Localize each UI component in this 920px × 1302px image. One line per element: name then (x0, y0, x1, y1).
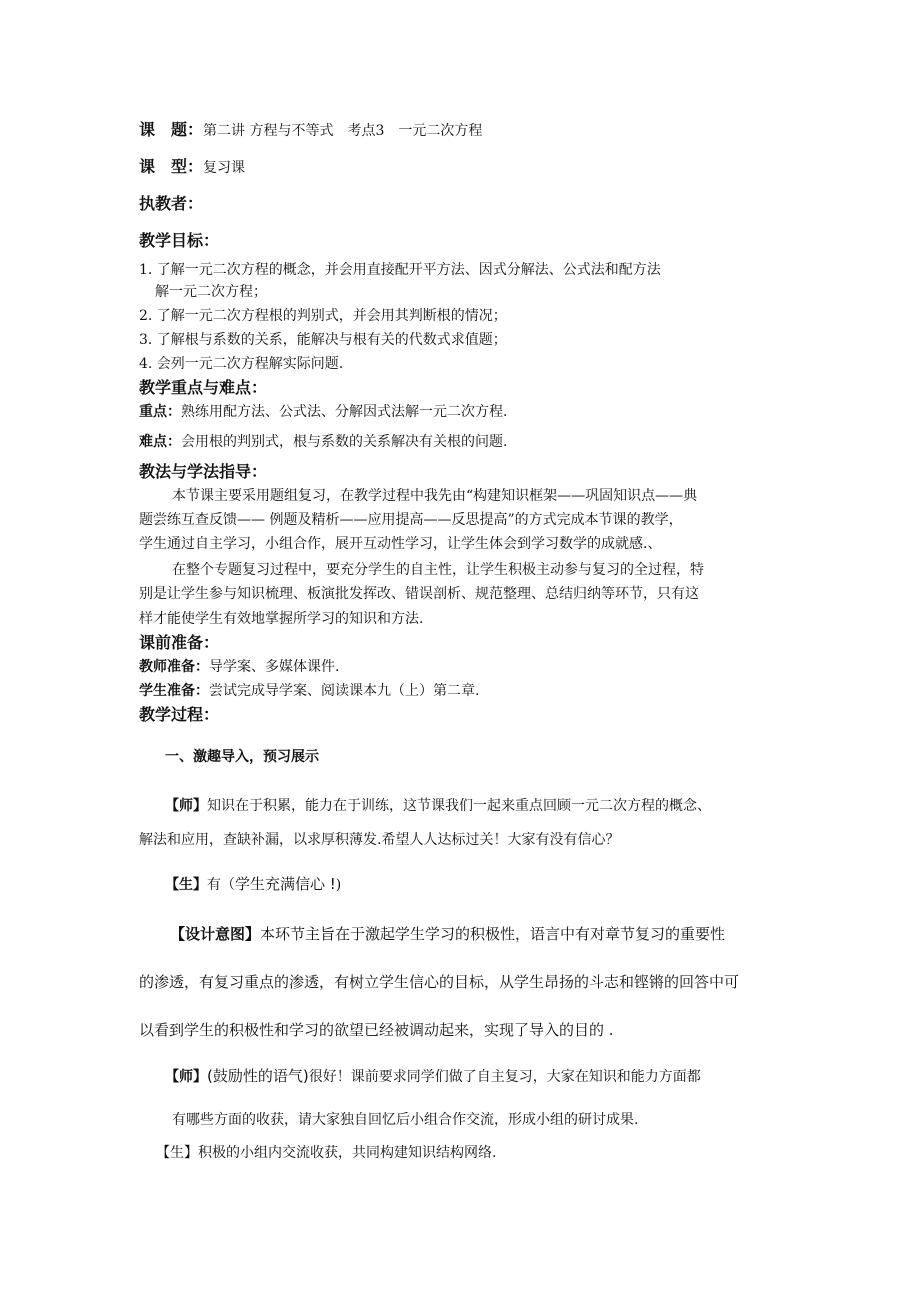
teacher-text-cont: 解法和应用，查缺补漏，以求厚积薄发.希望人人达标过关！大家有没有信心？ (139, 832, 620, 848)
teacher-text-cont: 有哪些方面的收获，请大家独自回忆后小组合作交流，形成小组的研讨成果. (172, 1112, 639, 1128)
goal-item: 4. 会列一元二次方程解实际问题. (139, 356, 344, 372)
methods-line: 样才能使学生有效地掌握所学习的知识和方法. (139, 611, 424, 627)
teacher-line (165, 797, 711, 815)
student-note: 学生充满信心 ! (235, 875, 336, 893)
student-line (156, 1144, 496, 1162)
teacher-tone: (鼓励性的语气) (207, 1067, 309, 1085)
type-line (139, 158, 245, 177)
student-prep-line (139, 682, 479, 700)
type-value: 复习课 (203, 160, 246, 176)
design-tag: 【设计意图】 (170, 925, 261, 943)
goal-item: 2. 了解一元二次方程根的判别式，并会用其判断根的情况； (139, 308, 507, 324)
teacher-tag: 【师】 (165, 798, 207, 814)
section-heading: 一、激趣导入，预习展示 (165, 749, 319, 765)
teacher-prep-text: 导学案、多媒体课件. (209, 659, 340, 675)
prep-title: 课前准备： (139, 633, 220, 652)
topic-line (139, 121, 482, 140)
methods-line: 学生通过自主学习，小组合作，展开互动性学习，让学生体会到学习数学的成就感.、 (139, 536, 662, 552)
student-tag: 【生】 (156, 1145, 198, 1161)
student-text: 有（ (207, 877, 235, 893)
methods-line: 别是让学生参与知识梳理、板演批发挥改、错误剖析、规范整理、总结归纳等环节，只有这 (139, 586, 699, 602)
student-text: 积极的小组内交流收获，共同构建知识结构网络. (198, 1145, 497, 1161)
type-label: 课 型： (139, 157, 204, 176)
design-text: 本环节主旨在于激起学生学习的积极性，语言中有对章节复习的重要性 (260, 925, 726, 943)
goals-title: 教学目标： (139, 231, 220, 250)
process-title: 教学过程： (139, 705, 220, 724)
goal-item: 1. 了解一元二次方程的概念，并会用直接配开平方法、因式分解法、公式法和配方法 (139, 262, 661, 278)
student-tag: 【生】 (165, 877, 207, 893)
difficult-line (139, 433, 507, 451)
methods-title: 教法与学法指导： (139, 462, 268, 481)
design-text-cont: 以看到学生的积极性和学习的欲望已经被调动起来，实现了导入的目的 . (139, 1021, 614, 1039)
teacher-label: 执教者： (139, 194, 204, 213)
teacher-line (165, 1067, 701, 1086)
goal-item: 解一元二次方程； (155, 284, 267, 300)
methods-line: 题尝练互查反馈—— 例题及精析——应用提高——反思提高”的方式完成本节课的教学， (139, 512, 683, 528)
key-line (139, 403, 507, 421)
teacher-prep-line (139, 658, 339, 676)
methods-line: 在整个专题复习过程中，要充分学生的自主性，让学生积极主动参与复习的全过程，特 (172, 562, 704, 578)
goal-item: 3. 了解根与系数的关系，能解决与根有关的代数式求值题； (139, 332, 507, 348)
design-text-cont: 的渗透，有复习重点的渗透，有树立学生信心的目标，从学生昂扬的斗志和铿锵的回答中可 (139, 973, 740, 991)
student-line (165, 875, 341, 894)
topic-label: 课 题： (139, 120, 204, 139)
teacher-prep-label: 教师准备： (139, 659, 209, 675)
difficult-text: 会用根的判别式，根与系数的关系解决有关根的问题. (181, 434, 508, 450)
key-text: 熟练用配方法、公式法、分解因式法解一元二次方程. (181, 404, 508, 420)
teacher-text: 很好！课前要求同学们做了自主复习，大家在知识和能力方面都 (308, 1069, 701, 1085)
methods-line: 本节课主要采用题组复习，在教学过程中我先由“构建知识框架——巩固知识点——典 (172, 488, 698, 504)
difficult-label: 难点： (139, 434, 181, 450)
design-line (170, 925, 725, 943)
key-label: 重点： (139, 404, 181, 420)
topic-value: 第二讲 方程与不等式 考点3 一元二次方程 (203, 123, 483, 139)
student-prep-text: 尝试完成导学案、阅读课本九（上）第二章. (209, 683, 480, 699)
student-text-end: ) (335, 877, 342, 893)
teacher-tag: 【师】 (165, 1069, 207, 1085)
teacher-text: 知识在于积累，能力在于训练，这节课我们一起来重点回顾一元二次方程的概念、 (207, 798, 711, 814)
student-prep-label: 学生准备： (139, 683, 209, 699)
key-points-title: 教学重点与难点： (139, 378, 268, 397)
